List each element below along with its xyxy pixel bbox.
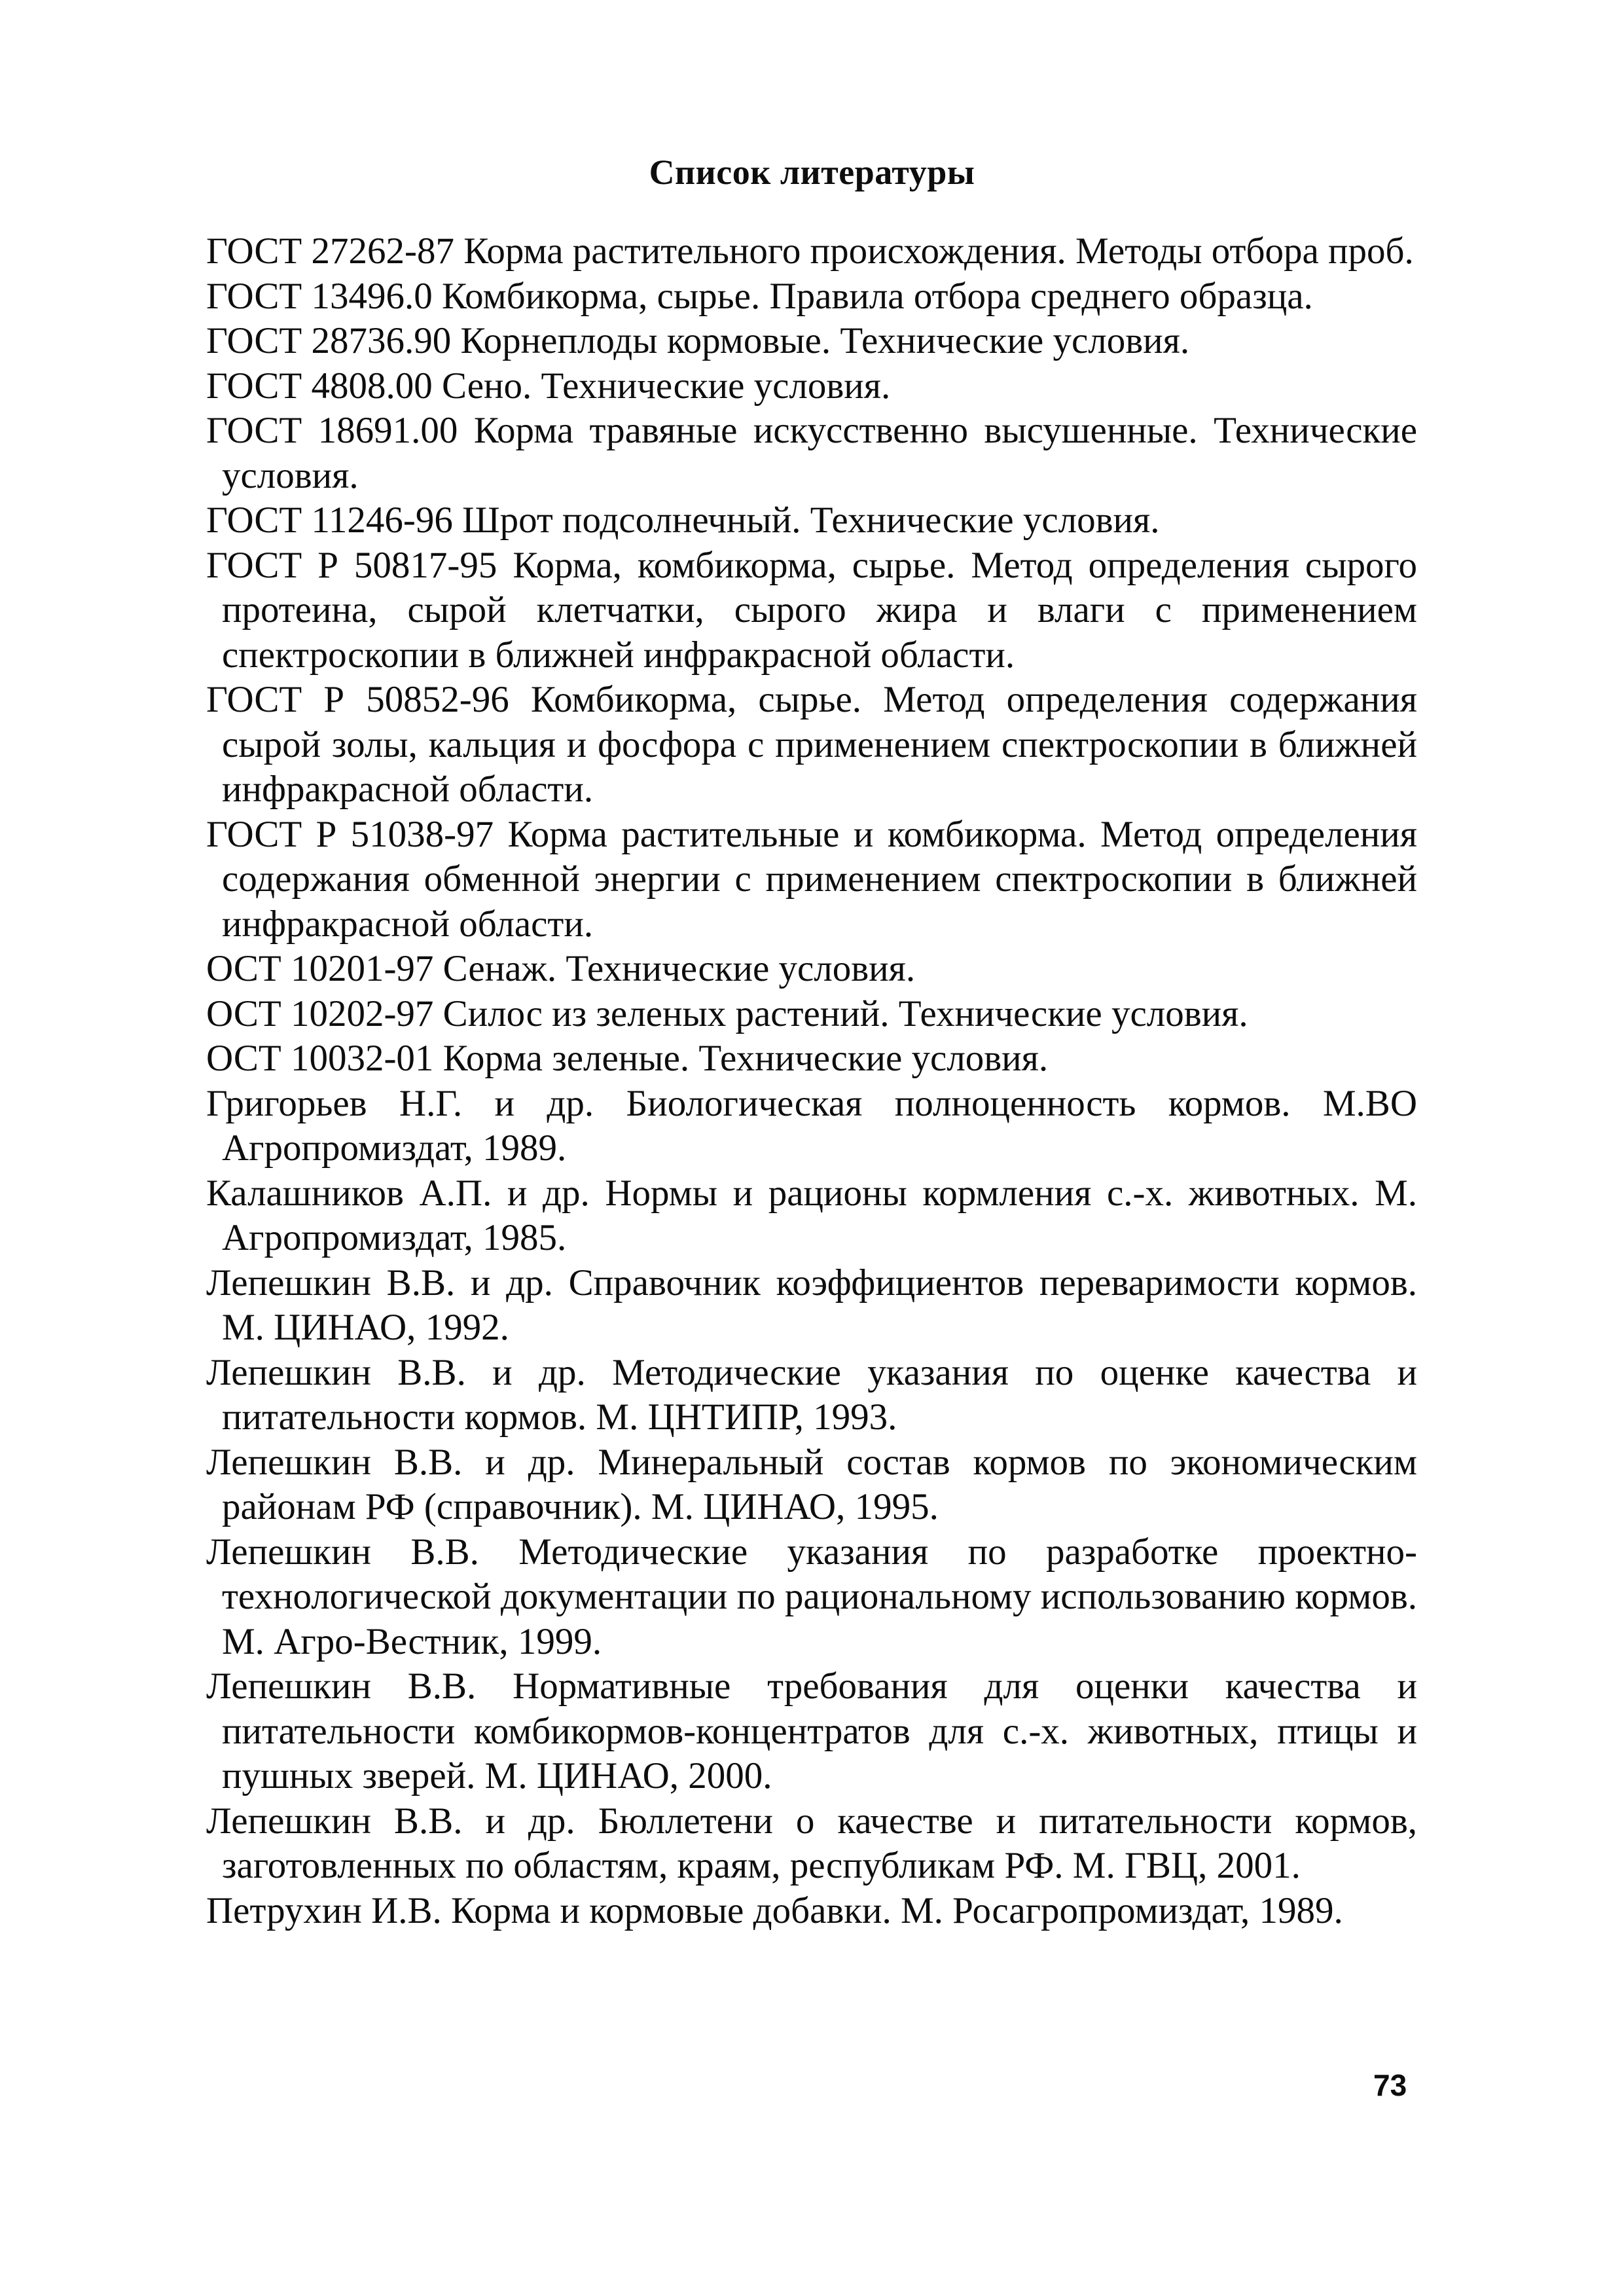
reference-item: Петрухин И.В. Корма и кормовые добавки. М. Росагропромиздат, 1989. <box>206 1889 1343 1931</box>
reference-item: ГОСТ 27262-87 Корма растительного происхождения. Методы отбора проб. <box>206 230 1414 272</box>
reference-item: Лепешкин В.В. Нормативные требования для оценки качества и питательности комбикормов-концентратов для с.-х. животных, птицы и пушных зверей. М. ЦИНАО, 2000. <box>206 1666 1417 1796</box>
reference-item: ГОСТ Р 50852-96 Комбикорма, сырье. Метод определения содержания сырой золы, кальция и фосфора с применением спектроскопии в ближней инфракрасной области. <box>206 679 1417 810</box>
reference-item: ОСТ 10032-01 Корма зеленые. Технические условия. <box>206 1038 1049 1079</box>
reference-list <box>206 229 1417 1933</box>
reference-item: ГОСТ Р 51038-97 Корма растительные и комбикорма. Метод определения содержания обменной энергии с применением спектроскопии в ближней инфракрасной области. <box>206 813 1417 945</box>
reference-item: Лепешкин В.В. Методические указания по разработке проектно-технологической документации по рациональному использованию кормов. М. Агро-Вестник, 1999. <box>206 1531 1417 1662</box>
reference-item: ГОСТ 4808.00 Сено. Технические условия. <box>206 365 891 407</box>
reference-item: Лепешкин В.В. и др. Минеральный состав кормов по экономическим районам РФ (справочник). М. ЦИНАО, 1995. <box>206 1441 1417 1527</box>
page-title: Список литературы <box>649 153 975 192</box>
reference-item: ГОСТ Р 50817-95 Корма, комбикорма, сырье. Метод определения сырого протеина, сырой клетчатки, сырого жира и влаги с применением спектроскопии в ближней инфракрасной области. <box>206 544 1417 676</box>
reference-item: ОСТ 10202-97 Силос из зеленых растений. Технические условия. <box>206 993 1248 1034</box>
reference-item: Григорьев Н.Г. и др. Биологическая полноценность кормов. М.ВО Агропромиздат, 1989. <box>206 1082 1417 1169</box>
reference-item: Лепешкин В.В. и др. Методические указания по оценке качества и питательности кормов. М. ЦНТИПР, 1993. <box>206 1351 1417 1438</box>
reference-item: ГОСТ 11246-96 Шрот подсолнечный. Технические условия. <box>206 500 1160 541</box>
page-number: 73 <box>1373 2068 1407 2102</box>
reference-item: Лепешкин В.В. и др. Бюллетени о качестве и питательности кормов, заготовленных по областям, краям, республикам РФ. М. ГВЦ, 2001. <box>206 1800 1417 1886</box>
reference-item: Лепешкин В.В. и др. Справочник коэффициентов переваримости кормов. М. ЦИНАО, 1992. <box>206 1262 1417 1348</box>
reference-item: ГОСТ 28736.90 Корнеплоды кормовые. Технические условия. <box>206 320 1190 361</box>
reference-item: ГОСТ 18691.00 Корма травяные искусственно высушенные. Технические условия. <box>206 410 1417 496</box>
reference-item: ОСТ 10201-97 Сенаж. Технические условия. <box>206 948 916 989</box>
reference-item: ГОСТ 13496.0 Комбикорма, сырье. Правила отбора среднего образца. <box>206 275 1313 317</box>
reference-item: Калашников А.П. и др. Нормы и рационы кормления с.-х. животных. М. Агропромиздат, 1985. <box>206 1172 1417 1258</box>
